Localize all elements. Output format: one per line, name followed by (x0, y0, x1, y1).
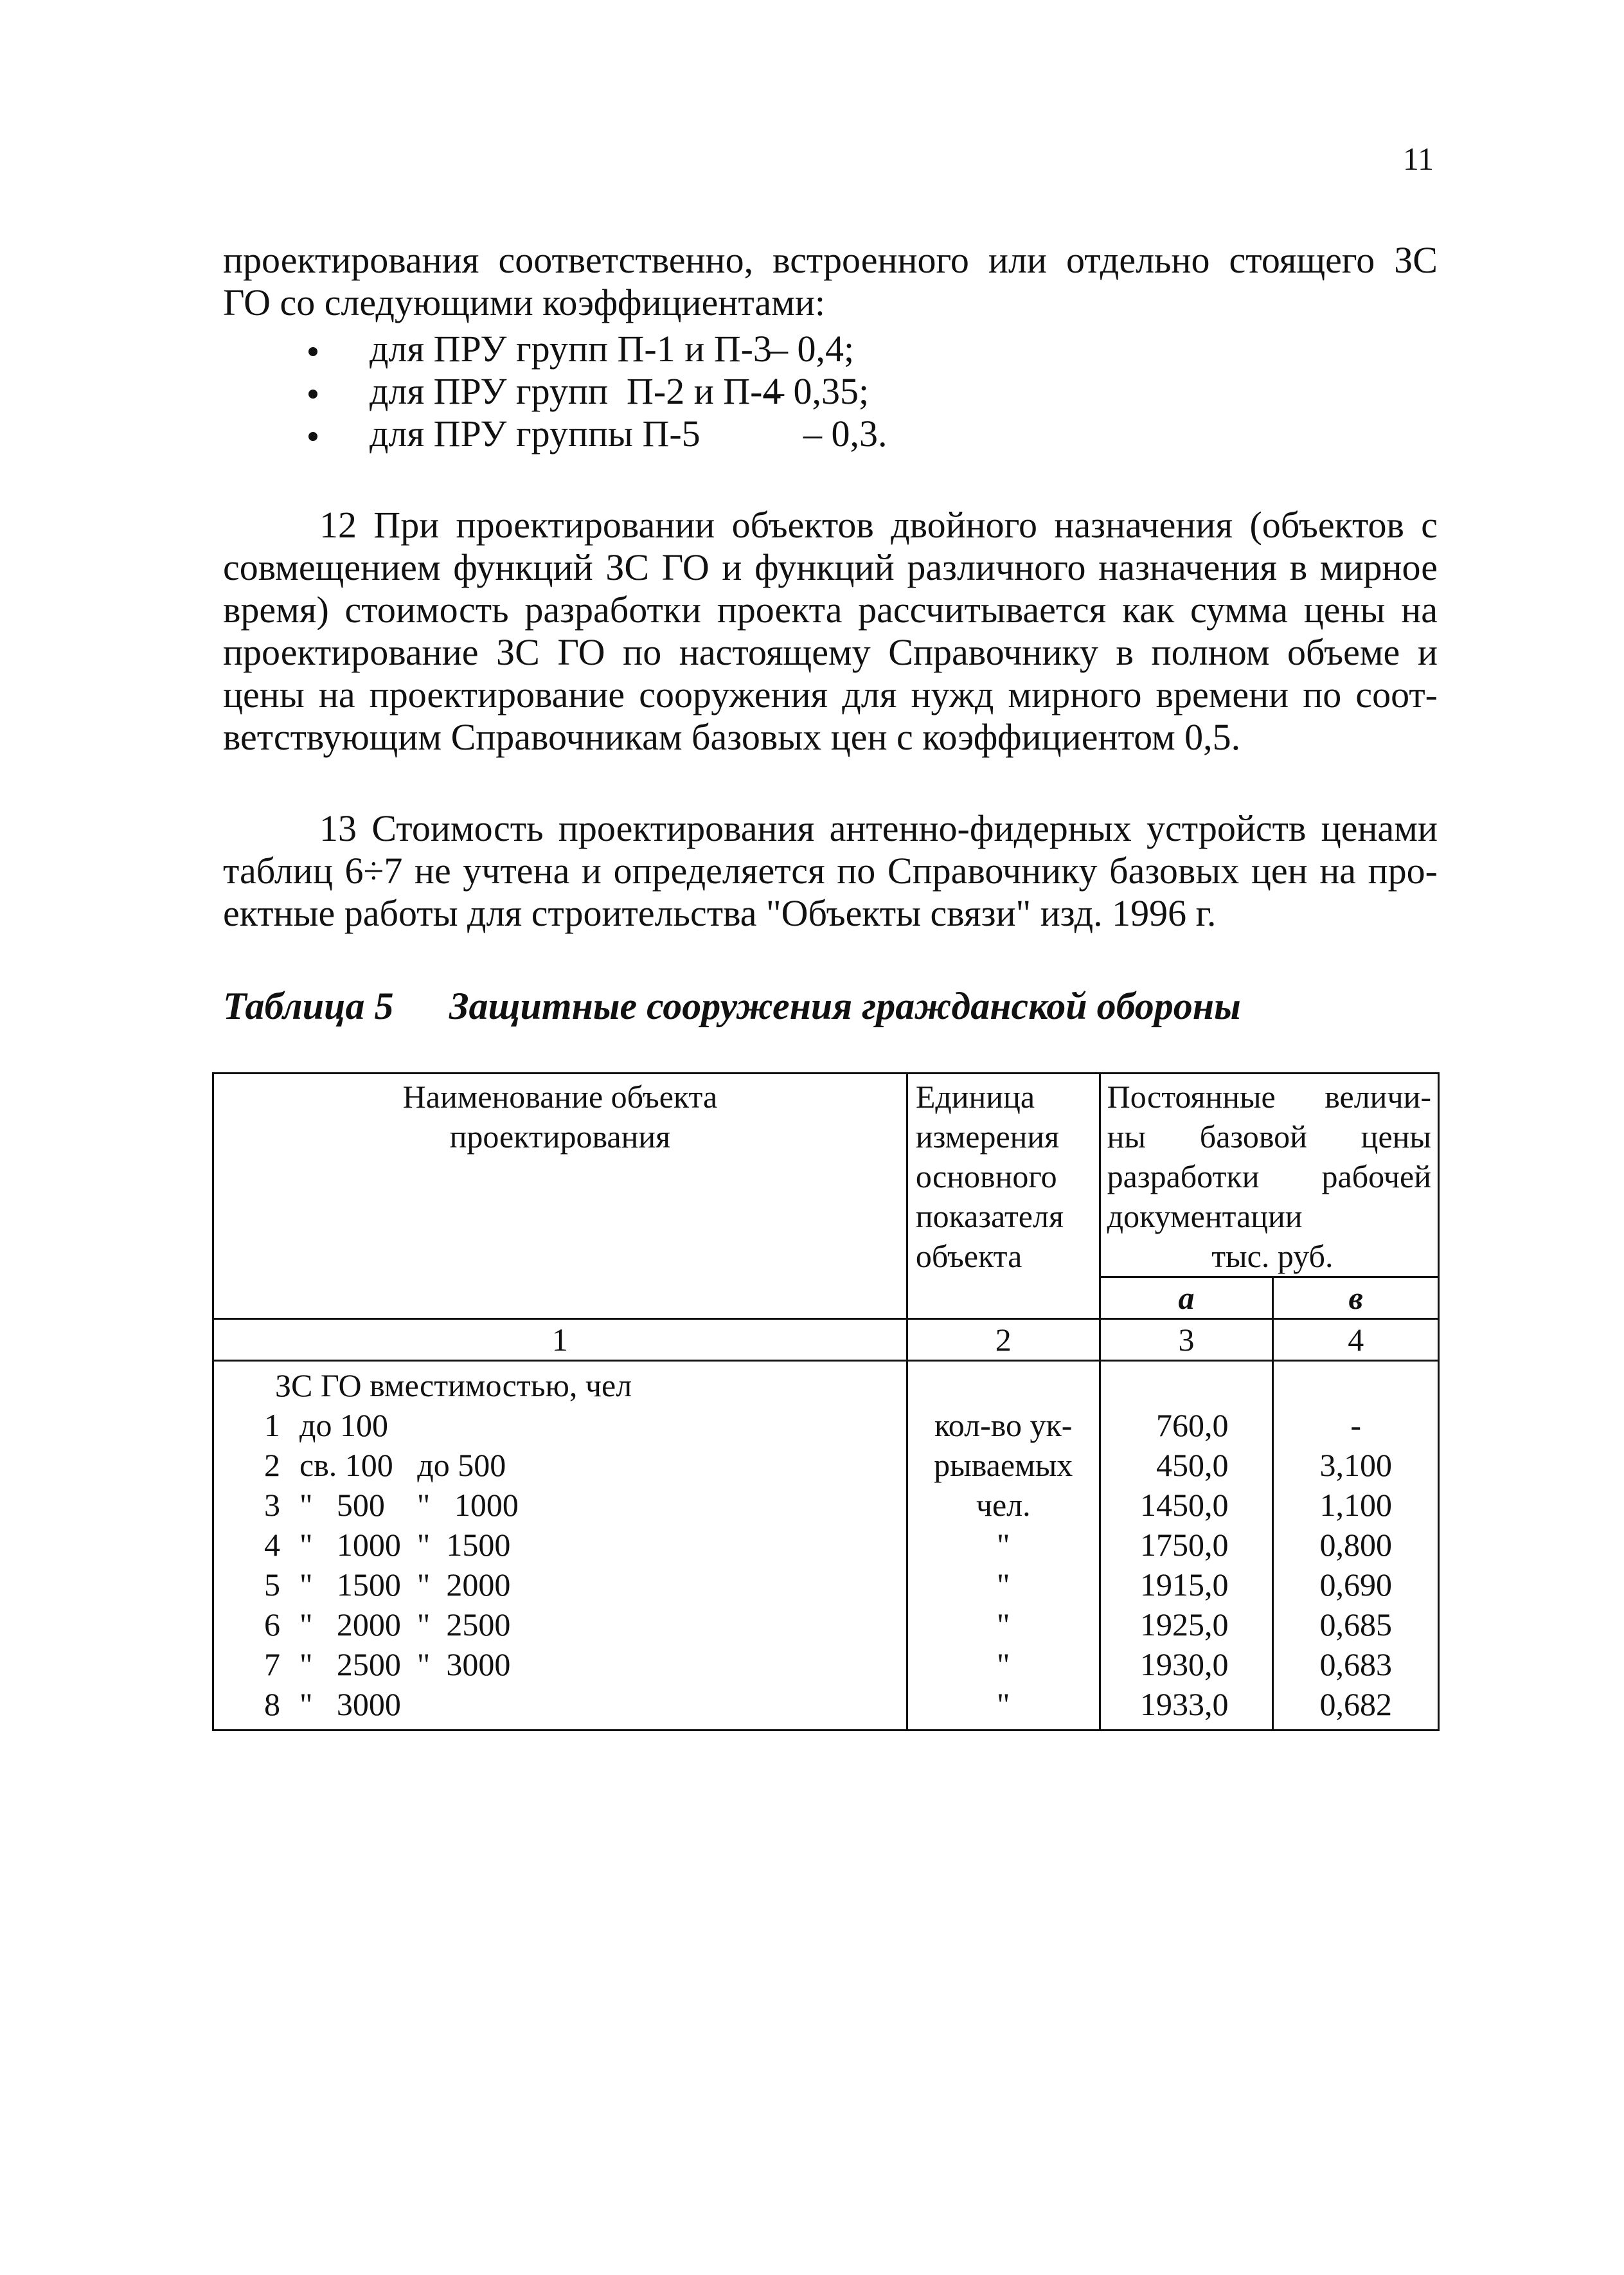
table-row (214, 1525, 906, 1565)
paragraph-line: таблиц 6÷7 не учтена и определяется по Справочнику базовых цен на про- (223, 850, 1438, 892)
row-index: 4 (264, 1527, 280, 1563)
header-text: показателя (915, 1198, 1064, 1234)
row-name: " 1000 " 1500 (299, 1527, 511, 1563)
group-title: ЗС ГО вместимостью, чел (275, 1367, 632, 1403)
row-index: 8 (264, 1686, 280, 1722)
row-unit: " (997, 1567, 1010, 1603)
header-cell-unit (907, 1074, 1100, 1319)
paragraph-line: ветствующим Справочникам базовых цен с коэффициентом 0,5. (223, 716, 1241, 758)
table-row (214, 1445, 906, 1485)
header-text: Единица (915, 1079, 1035, 1115)
row-value-a: 1933,0 (1139, 1686, 1229, 1722)
row-value-b: 0,690 (1319, 1567, 1392, 1603)
row-value-a: 1915,0 (1139, 1567, 1229, 1603)
header-text: измерения (915, 1119, 1060, 1155)
table-caption (223, 984, 1241, 1029)
list-item-value: – 0,3. (803, 413, 888, 454)
row-value-a: 760,0 (1156, 1407, 1229, 1443)
paragraph-13 (223, 807, 1438, 935)
table-body-row (213, 1361, 1439, 1731)
table-header-row (213, 1074, 1439, 1277)
list-item-text: для ПРУ групп П-1 и П-3 (370, 328, 772, 370)
paragraph-line: время) стоимость разработки проекта рассчитывается как сумма цены на (223, 589, 1438, 631)
list-item (313, 413, 888, 455)
row-unit: " (997, 1606, 1010, 1642)
header-cell-constants (1100, 1074, 1438, 1277)
row-unit: " (997, 1686, 1010, 1722)
paragraph-line: совмещением функций ЗС ГО и функций различного назначения в мирное (223, 546, 1438, 588)
subheader-cell-a: а (1100, 1277, 1273, 1319)
table-caption-title: Защитные сооружения гражданской обороны (449, 985, 1241, 1027)
bullet-icon (308, 390, 317, 399)
column-number: 1 (213, 1319, 907, 1361)
row-name: " 3000 (299, 1686, 401, 1722)
table-caption-label: Таблица 5 (223, 985, 394, 1027)
row-name: " 2500 " 3000 (299, 1646, 511, 1682)
row-name: до 100 (299, 1407, 388, 1443)
row-unit: рываемых (934, 1447, 1073, 1483)
list-item (313, 370, 870, 413)
intro-line: ГО со следующими коэффициентами: (223, 282, 826, 323)
header-text: основного (915, 1158, 1057, 1194)
row-value-a: 1930,0 (1139, 1646, 1229, 1682)
header-text: документации (1107, 1198, 1303, 1234)
list-item (313, 328, 855, 370)
values-a-cell (1100, 1361, 1273, 1731)
paragraph-line: 12 При проектировании объектов двойного назначения (объектов с (319, 504, 1438, 546)
row-unit: кол-во ук- (934, 1407, 1073, 1443)
table-row (214, 1644, 906, 1684)
table-row (214, 1684, 906, 1724)
row-name: " 1500 " 2000 (299, 1567, 511, 1603)
row-unit: чел. (976, 1487, 1031, 1523)
header-cell-name (213, 1074, 907, 1319)
column-number: 3 (1100, 1319, 1273, 1361)
page-number: 11 (1402, 141, 1434, 177)
value-spacer (1101, 1365, 1272, 1405)
row-value-b: 0,800 (1319, 1527, 1392, 1563)
column-number-row (213, 1319, 1439, 1361)
paragraph-12 (223, 504, 1438, 759)
intro-line: проектирования соответственно, встроенного или отдельно стоящего ЗС (223, 239, 1438, 281)
bullet-icon (308, 347, 317, 356)
data-table (212, 1072, 1440, 1731)
row-value-a: 1450,0 (1139, 1487, 1229, 1523)
row-value-a: 1925,0 (1139, 1606, 1229, 1642)
row-index: 1 (264, 1407, 280, 1443)
column-number: 2 (907, 1319, 1100, 1361)
row-value-b: 0,685 (1319, 1606, 1392, 1642)
row-value-a: 1750,0 (1139, 1527, 1229, 1563)
row-value-b: 3,100 (1319, 1447, 1392, 1483)
column-number: 4 (1273, 1319, 1439, 1361)
row-unit: " (997, 1646, 1010, 1682)
table-row (214, 1485, 906, 1525)
row-value-b: 0,682 (1319, 1686, 1392, 1722)
row-value-b: - (1350, 1407, 1362, 1443)
row-name: св. 100 до 500 (299, 1447, 506, 1483)
row-value-b: 0,683 (1319, 1646, 1392, 1682)
paragraph-line: проектирование ЗС ГО по настоящему Справочнику в полном объеме и (223, 631, 1438, 673)
row-value-b: 1,100 (1319, 1487, 1392, 1523)
list-item-value: – 0,35; (765, 370, 870, 412)
values-b-cell (1273, 1361, 1439, 1731)
row-index: 7 (264, 1646, 280, 1682)
header-units: тыс. руб. (1211, 1238, 1334, 1274)
row-index: 5 (264, 1567, 280, 1603)
bullet-icon (308, 432, 317, 441)
header-text: Наименование объекта (402, 1079, 718, 1115)
list-item-value: – 0,4; (769, 328, 855, 370)
unit-spacer (908, 1365, 1099, 1405)
units-cell (907, 1361, 1100, 1731)
row-unit: " (997, 1527, 1010, 1563)
table-row (214, 1605, 906, 1644)
row-index: 3 (264, 1487, 280, 1523)
header-text: Постоянные величи- (1107, 1079, 1431, 1115)
paragraph-line: ектные работы для строительства "Объекты связи" изд. 1996 г. (223, 892, 1217, 934)
paragraph-line: 13 Стоимость проектирования антенно-фидерных устройств ценами (319, 807, 1438, 849)
list-item-text: для ПРУ группы П-5 (370, 413, 700, 454)
names-cell (213, 1361, 907, 1731)
intro-paragraph (223, 239, 1438, 324)
row-name: " 500 " 1000 (299, 1487, 519, 1523)
subheader-cell-b: в (1273, 1277, 1439, 1319)
row-name: " 2000 " 2500 (299, 1606, 511, 1642)
table-row (214, 1565, 906, 1605)
coefficient-list (313, 328, 888, 455)
value-spacer (1274, 1365, 1438, 1405)
table-row (214, 1405, 906, 1445)
header-text: ны базовой цены (1107, 1119, 1431, 1155)
header-text: проектирования (449, 1119, 671, 1155)
list-item-text: для ПРУ групп П-2 и П-4 (370, 370, 781, 412)
row-index: 2 (264, 1447, 280, 1483)
header-text: объекта (915, 1238, 1022, 1274)
header-text: разработки рабочей (1107, 1158, 1431, 1194)
row-index: 6 (264, 1606, 280, 1642)
paragraph-line: цены на проектирование сооружения для нужд мирного времени по соот- (223, 674, 1438, 715)
row-value-a: 450,0 (1156, 1447, 1229, 1483)
